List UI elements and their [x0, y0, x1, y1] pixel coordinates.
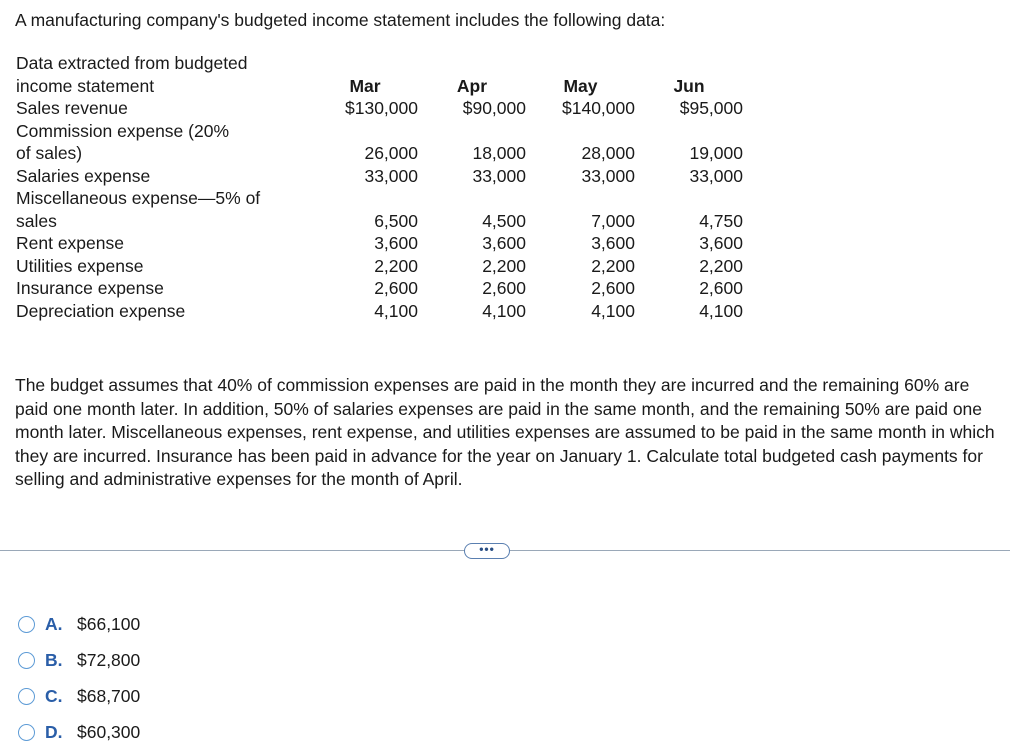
table-row [16, 277, 743, 300]
cell-value: $130,000 [345, 98, 418, 118]
cell-value: 33,000 [581, 165, 635, 186]
table-header-label [16, 52, 312, 97]
cell-value: 33,000 [472, 165, 526, 186]
month-header-mar: Mar [349, 75, 381, 96]
answer-option-d[interactable] [18, 714, 140, 750]
cell-value: 26,000 [364, 143, 418, 163]
month-header-may: May [563, 75, 598, 96]
table-row [16, 97, 743, 120]
cell-value: 2,200 [482, 255, 526, 276]
cell-value: 18,000 [472, 143, 526, 163]
cell-value: 7,000 [591, 210, 635, 231]
row-label-line1: Sales revenue [16, 98, 128, 118]
cell-value: 2,200 [374, 255, 418, 276]
table-row [16, 300, 743, 323]
answer-option-c[interactable] [18, 678, 140, 714]
radio-button-icon[interactable] [18, 652, 35, 669]
row-label [16, 300, 312, 323]
table-row [16, 165, 743, 188]
month-header-jun: Jun [673, 75, 705, 96]
cell-value: 2,600 [374, 278, 418, 298]
cell-value: 2,600 [699, 278, 743, 298]
cell-value: 4,100 [699, 300, 743, 321]
cell-value: 4,500 [482, 210, 526, 231]
question-paragraph: The budget assumes that 40% of commission expenses are paid in the month they are incurred and the remaining 60% are paid one month later. In addition, 50% of salaries expenses are paid in the same month, and the remaining 50% are paid one month later. Miscellaneous expenses, rent expense, and utilities expenses are assumed to be paid in the same month in which they are incurred. Insurance has been paid in advance for the year on January 1. Calculate total budgeted cash payments for selling and administrative expenses for the month of April. [15, 375, 995, 489]
option-value: $72,800 [77, 649, 141, 670]
row-label-line2: sales [16, 210, 57, 231]
row-label-line1: Commission expense (20% [16, 120, 230, 141]
row-label [16, 97, 312, 120]
cell-value: 4,100 [591, 300, 635, 321]
option-value: $66,100 [77, 613, 141, 634]
option-letter: D. [45, 721, 63, 742]
cell-value: $140,000 [562, 98, 635, 118]
question-intro: A manufacturing company's budgeted income statement includes the following data: [15, 10, 666, 30]
option-letter: B. [45, 649, 63, 670]
cell-value: 3,600 [482, 233, 526, 253]
row-label-line1: Depreciation expense [16, 300, 186, 321]
cell-value: 2,600 [591, 278, 635, 298]
answer-option-b[interactable] [18, 642, 140, 678]
row-label [16, 277, 312, 300]
radio-button-icon[interactable] [18, 616, 35, 633]
radio-button-icon[interactable] [18, 724, 35, 741]
cell-value: 3,600 [591, 233, 635, 253]
cell-value: 33,000 [364, 165, 418, 186]
header-label-line2: income statement [16, 75, 155, 96]
option-value: $68,700 [77, 685, 141, 706]
cell-value: 19,000 [689, 143, 743, 163]
cell-value: 6,500 [374, 210, 418, 231]
cell-value: 2,600 [482, 278, 526, 298]
cell-value: 3,600 [374, 233, 418, 253]
option-value: $60,300 [77, 721, 141, 742]
cell-value: $95,000 [679, 98, 743, 118]
header-label-line1: Data extracted from budgeted [16, 53, 248, 73]
budget-data-table [16, 52, 743, 322]
cell-value: 2,200 [699, 255, 743, 276]
row-label-line1: Utilities expense [16, 255, 144, 276]
option-letter: C. [45, 685, 63, 706]
row-label [16, 165, 312, 188]
radio-button-icon[interactable] [18, 688, 35, 705]
cell-value: $90,000 [462, 98, 526, 118]
row-label-line1: Salaries expense [16, 165, 151, 186]
row-label-line1: Miscellaneous expense—5% of [16, 188, 261, 208]
cell-value: 4,750 [699, 210, 743, 231]
table-row [16, 187, 743, 232]
cell-value: 2,200 [591, 255, 635, 276]
cell-value: 28,000 [581, 143, 635, 163]
row-label-line2: of sales) [16, 143, 83, 163]
show-more-button[interactable]: ••• [464, 543, 510, 559]
cell-value: 4,100 [374, 300, 418, 321]
option-letter: A. [45, 613, 63, 634]
row-label [16, 187, 312, 232]
cell-value: 3,600 [699, 233, 743, 253]
row-label [16, 120, 312, 165]
row-label [16, 232, 312, 255]
month-header-apr: Apr [456, 75, 488, 96]
answer-option-a[interactable] [18, 606, 140, 642]
cell-value: 33,000 [689, 165, 743, 186]
row-label-line1: Insurance expense [16, 278, 164, 298]
table-row [16, 232, 743, 255]
table-row [16, 120, 743, 165]
table-header-row [16, 52, 743, 97]
table-row [16, 255, 743, 278]
cell-value: 4,100 [482, 300, 526, 321]
row-label [16, 255, 312, 278]
answer-options [18, 606, 140, 750]
row-label-line1: Rent expense [16, 233, 124, 253]
